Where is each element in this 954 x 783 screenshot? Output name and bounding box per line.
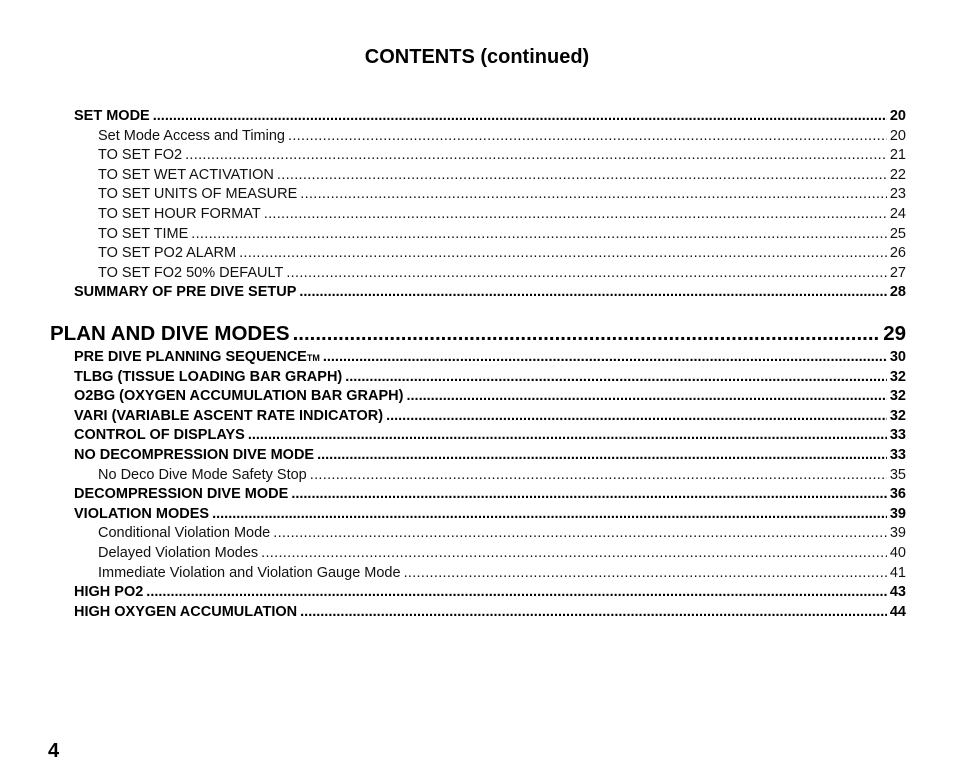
toc-entry: [74, 408, 906, 427]
dot-leader: [273, 525, 887, 541]
toc-entry-title: NO DECOMPRESSION DIVE MODE: [74, 447, 315, 463]
toc-entry-title: VIOLATION MODES: [74, 505, 210, 522]
toc-entry-title: TO SET HOUR FORMAT: [98, 206, 261, 222]
toc-entry-page: 33: [889, 427, 906, 444]
toc-entry: [74, 604, 906, 623]
dot-leader: [277, 167, 887, 183]
dot-leader: [153, 108, 887, 124]
toc-entry: [98, 565, 906, 584]
toc-entry: [74, 506, 906, 525]
toc-entry-page: 30: [889, 349, 906, 365]
toc-entry: [98, 167, 906, 186]
toc-entry: [98, 186, 906, 205]
toc-entry-page: 23: [889, 186, 906, 203]
toc-entry: [50, 322, 906, 348]
dot-leader: [310, 467, 887, 483]
toc-entry-title: TLBG (TISSUE LOADING BAR GRAPH): [74, 368, 343, 385]
toc-entry-title: HIGH PO2: [74, 584, 144, 601]
dot-leader: [191, 226, 887, 242]
toc-entry-title: DECOMPRESSION DIVE MODE: [74, 486, 289, 503]
toc-entry-title: O2BG (OXYGEN ACCUMULATION BAR GRAPH): [74, 388, 404, 405]
toc-entry-title: TO SET FO2 50% DEFAULT: [98, 264, 284, 281]
toc-entry: [74, 369, 906, 388]
toc-entry-title: TO SET FO2: [98, 147, 183, 164]
toc-entry-title: TO SET UNITS OF MEASURE: [98, 186, 298, 203]
toc-entry-page: 33: [889, 447, 906, 463]
toc-entry-title: HIGH OXYGEN ACCUMULATION: [74, 603, 298, 620]
toc-entry-title: Immediate Violation and Violation Gauge Mode: [98, 564, 401, 581]
toc-entry-title: SUMMARY OF PRE DIVE SETUP: [74, 284, 297, 301]
toc-entry: [98, 525, 906, 544]
toc-entry: [74, 427, 906, 446]
toc-entry-title: Conditional Violation Mode: [98, 525, 271, 542]
toc-entry-title: Set Mode Access and Timing: [98, 127, 285, 144]
dot-leader: [300, 186, 887, 202]
toc-entry-page: 20: [889, 108, 906, 124]
toc-entry: [74, 108, 906, 127]
dot-leader: [239, 245, 887, 261]
dot-leader: [248, 427, 887, 443]
toc-entry-page: 43: [889, 584, 906, 601]
toc-entry: [74, 584, 906, 603]
toc-entry-title: VARI (VARIABLE ASCENT RATE INDICATOR): [74, 407, 384, 424]
toc-entry: [74, 486, 906, 505]
dot-leader: [291, 486, 887, 502]
dot-leader: [264, 206, 887, 222]
toc-entry-page: 27: [889, 264, 906, 281]
toc-entry-page: 25: [889, 225, 906, 242]
dot-leader: [345, 369, 887, 385]
toc-entry: [98, 467, 906, 486]
toc-entry-title: TO SET PO2 ALARM: [98, 245, 237, 262]
page-title: CONTENTS (continued): [364, 46, 590, 68]
toc-entry: [98, 545, 906, 564]
toc-entry: [98, 245, 906, 264]
dot-leader: [299, 284, 886, 300]
dot-leader: [317, 447, 887, 463]
toc-entry-title: No Deco Dive Mode Safety Stop: [98, 466, 307, 483]
toc-entry-title: SET MODE: [74, 108, 150, 124]
toc-entry-title: CONTROL OF DISPLAYS: [74, 427, 245, 444]
toc-entry-page: 26: [889, 245, 906, 262]
toc-entry-page: 22: [889, 166, 906, 183]
toc-entry: [98, 147, 906, 166]
toc-entry: PRE DIVE PLANNING SEQUENCE TM ..... 30: [74, 349, 906, 368]
toc-entry: [74, 284, 906, 303]
toc-entry: [98, 128, 906, 147]
dot-leader: [288, 128, 887, 144]
toc-entry-page: 28: [889, 284, 906, 301]
dot-leader: [261, 545, 887, 561]
dot-leader: [185, 147, 887, 163]
toc-entry-page: 24: [889, 206, 906, 222]
dot-leader: [404, 565, 887, 581]
toc-entry-page: 29: [883, 322, 906, 345]
dot-leader: [406, 388, 886, 404]
toc-entry-title: TO SET TIME: [98, 225, 189, 242]
toc-entry: [74, 447, 906, 466]
dot-leader: [212, 506, 887, 522]
toc-entry-page: 36: [889, 486, 906, 503]
toc-entry: [98, 206, 906, 225]
toc-entry-title: Delayed Violation Modes: [98, 545, 259, 561]
toc-entry: [98, 265, 906, 284]
toc-entry-page: 32: [889, 407, 906, 424]
page-number: 4: [48, 740, 60, 762]
toc-entry: [74, 388, 906, 407]
toc-entry-page: 44: [889, 603, 906, 620]
toc-entry-page: 35: [889, 466, 906, 483]
dot-leader: [293, 322, 881, 346]
toc-entry-title: PRE DIVE PLANNING SEQUENCE: [74, 349, 307, 365]
toc-entry-title: TO SET WET ACTIVATION: [98, 166, 274, 183]
toc-entry-page: 39: [889, 505, 906, 522]
toc-entry-page: 32: [889, 368, 906, 385]
dot-leader: [300, 604, 887, 620]
toc-entry: [98, 226, 906, 245]
dot-leader: [323, 349, 887, 365]
toc-entry-page: 39: [889, 525, 906, 542]
toc-entry-page: 20: [889, 127, 906, 144]
toc-entry-page: 41: [889, 564, 906, 581]
dot-leader: [386, 408, 887, 424]
dot-leader: [286, 265, 887, 281]
toc-entry-title: PLAN AND DIVE MODES: [50, 322, 290, 345]
toc-entry-page: 40: [889, 545, 906, 561]
toc-entry-page: 21: [889, 147, 906, 164]
dot-leader: [146, 584, 887, 600]
toc-entry-page: 32: [889, 388, 906, 405]
